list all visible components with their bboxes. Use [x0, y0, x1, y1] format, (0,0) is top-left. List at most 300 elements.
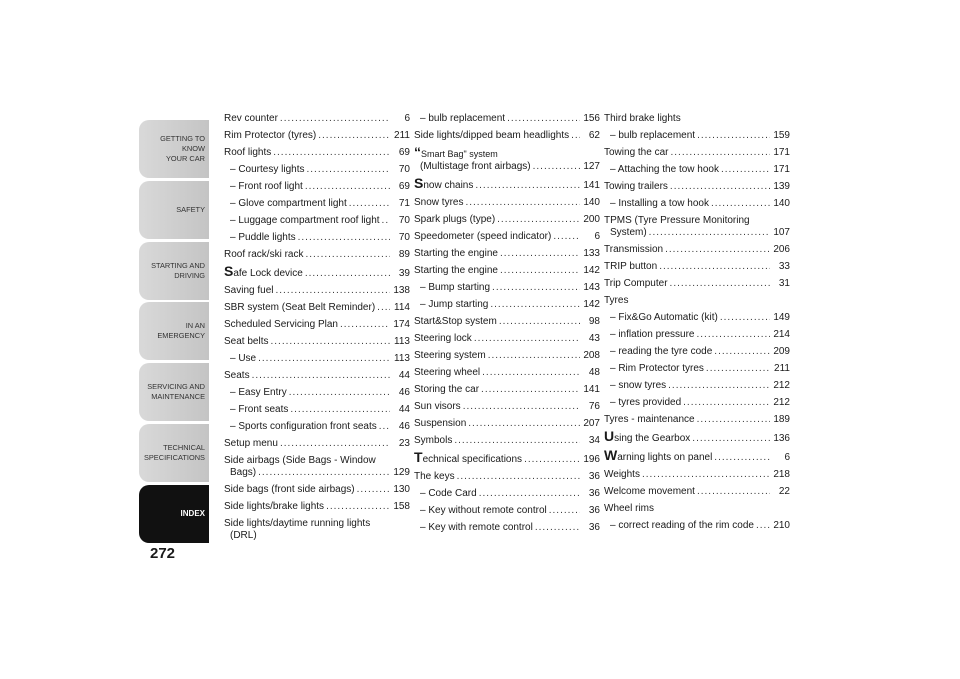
- leader-dots: [665, 244, 770, 256]
- sidebar-tab-emergency[interactable]: [139, 302, 209, 360]
- index-entry: [414, 265, 600, 277]
- index-page-ref: 171: [773, 147, 790, 158]
- index-letter: T: [414, 449, 423, 465]
- index-entry: [604, 520, 790, 532]
- index-entry-text: Spark plugs (type): [414, 214, 496, 225]
- tab-label: SERVICING AND MAINTENANCE: [147, 382, 205, 401]
- index-entry-text: Side airbags (Side Bags - Window: [224, 455, 376, 466]
- index-entry: [224, 319, 410, 331]
- index-page-ref: 196: [583, 454, 600, 465]
- index-entry: [224, 336, 410, 348]
- index-entry: [224, 113, 410, 125]
- leader-dots: [454, 435, 580, 447]
- leader-dots: [482, 367, 580, 379]
- index-entry-first-line: [224, 455, 410, 467]
- index-page-ref: 212: [773, 380, 790, 391]
- leader-dots: [270, 336, 390, 348]
- tab-label: TECHNICAL SPECIFICATIONS: [143, 443, 205, 462]
- index-entry: [414, 113, 600, 125]
- index-entry-text: Side lights/daytime running lights: [224, 518, 371, 529]
- index-entry: [604, 469, 790, 481]
- leader-dots: [553, 231, 580, 243]
- index-entry: [224, 455, 410, 479]
- index-entry-text: Steering wheel: [414, 367, 481, 378]
- leader-dots: [252, 370, 390, 382]
- index-entry-text: – Installing a tow hook: [610, 198, 709, 209]
- leader-dots: [714, 346, 770, 358]
- index-page-ref: 36: [588, 505, 600, 516]
- leader-dots: [492, 282, 580, 294]
- index-entry-text: Steering system: [414, 350, 486, 361]
- index-page-ref: 46: [398, 387, 410, 398]
- index-page-ref: 174: [393, 319, 410, 330]
- leader-dots: [273, 147, 390, 159]
- index-entry-first-line: [224, 518, 410, 530]
- index-entry-text: – bulb replacement: [420, 113, 506, 124]
- index-entry: [224, 370, 410, 382]
- index-entry: [604, 414, 790, 426]
- index-entry-text: Saving fuel: [224, 285, 274, 296]
- index-entry-text: – snow tyres: [610, 380, 667, 391]
- index-page-ref: 6: [784, 452, 790, 463]
- leader-dots: [697, 329, 771, 341]
- leader-dots: [524, 454, 580, 466]
- index-page-ref: 129: [393, 467, 410, 478]
- index-entry-text: SBR system (Seat Belt Reminder): [224, 302, 376, 313]
- leader-dots: [306, 164, 390, 176]
- index-entry: [414, 350, 600, 362]
- index-page-ref: 206: [773, 244, 790, 255]
- index-entry-text: Scheduled Servicing Plan: [224, 319, 338, 330]
- index-page-ref: 107: [773, 227, 790, 238]
- index-page-ref: 113: [394, 353, 410, 364]
- index-entry: [604, 312, 790, 324]
- sidebar-tab-servicing[interactable]: [139, 363, 209, 421]
- index-entry-text: Transmission: [604, 244, 664, 255]
- leader-dots: [533, 161, 580, 173]
- leader-dots: [305, 268, 390, 280]
- index-page-ref: 43: [588, 333, 600, 344]
- index-entry: [224, 198, 410, 210]
- index-page-ref: 89: [398, 249, 410, 260]
- leader-dots: [497, 214, 580, 226]
- index-entry-text: Towing trailers: [604, 181, 668, 192]
- index-entry: [604, 261, 790, 273]
- index-letter: W: [604, 447, 618, 463]
- index-entry-text: Tyres - maintenance: [604, 414, 695, 425]
- index-entry-text: – Bump starting: [420, 282, 491, 293]
- index-entry-text: The keys: [414, 471, 455, 482]
- index-letter: S: [414, 175, 424, 191]
- index-page-ref: 140: [583, 197, 600, 208]
- leader-dots: [349, 198, 390, 210]
- index-entry-text: – tyres provided: [610, 397, 682, 408]
- index-page-ref: 218: [773, 469, 790, 480]
- index-entry-text: Towing the car: [604, 147, 669, 158]
- leader-dots: [535, 522, 580, 534]
- index-entry-text: Tyres: [604, 295, 629, 306]
- index-entry-first-line: [414, 144, 600, 161]
- index-entry: [414, 130, 600, 142]
- index-entry: [224, 353, 410, 365]
- index-page-ref: 159: [773, 130, 790, 141]
- index-entry-text: – Courtesy lights: [230, 164, 305, 175]
- tab-label: SAFETY: [176, 205, 205, 214]
- index-entry-text: – reading the tyre code: [610, 346, 713, 357]
- leader-dots: [692, 433, 770, 445]
- leader-dots: [697, 130, 770, 142]
- index-page-ref: 142: [583, 299, 600, 310]
- index-page-ref: 69: [398, 147, 410, 158]
- index-entry-text: – correct reading of the rim code: [610, 520, 754, 531]
- index-entry: [414, 231, 600, 243]
- index-page-ref: 171: [773, 164, 790, 175]
- index-page-ref: 62: [588, 130, 600, 141]
- leader-dots: [280, 438, 390, 450]
- leader-dots: [377, 302, 390, 314]
- index-entry-text: Using the Gearbox: [604, 428, 691, 444]
- index-entry: [604, 113, 790, 125]
- index-page-ref: 211: [394, 130, 410, 141]
- index-column-2: [414, 113, 600, 539]
- index-entry: [224, 215, 410, 227]
- index-page-ref: 31: [778, 278, 790, 289]
- index-entry-text: Side lights/brake lights: [224, 501, 325, 512]
- index-entry-text: – Key with remote control: [420, 522, 533, 533]
- index-entry: [604, 181, 790, 193]
- index-entry: [604, 346, 790, 358]
- sidebar-tab-starting-driving[interactable]: [139, 242, 209, 300]
- leader-dots: [507, 113, 580, 125]
- index-page-ref: 70: [398, 164, 410, 175]
- index-entry-text: – Front seats: [230, 404, 289, 415]
- index-entry: [414, 197, 600, 209]
- index-entry-text: Side lights/dipped beam headlights: [414, 130, 570, 141]
- leader-dots: [479, 488, 580, 500]
- index-entry-text: Starting the engine: [414, 265, 498, 276]
- leader-dots: [289, 387, 390, 399]
- leader-dots: [549, 505, 580, 517]
- index-page-ref: 136: [773, 433, 790, 444]
- index-page-ref: 138: [393, 285, 410, 296]
- index-entry-text: Suspension: [414, 418, 467, 429]
- leader-dots: [258, 353, 390, 365]
- index-entry: [224, 404, 410, 416]
- index-page-ref: 158: [393, 501, 410, 512]
- leader-dots: [670, 278, 770, 290]
- index-entry: [604, 397, 790, 409]
- leader-dots: [357, 484, 390, 496]
- leader-dots: [463, 401, 580, 413]
- index-entry: [604, 295, 790, 307]
- index-entry-text: Seat belts: [224, 336, 269, 347]
- index-page-ref: 212: [773, 397, 790, 408]
- index-entry-text: Symbols: [414, 435, 453, 446]
- index-page-ref: 98: [588, 316, 600, 327]
- index-entry: [224, 232, 410, 244]
- index-column-1: [224, 113, 410, 547]
- leader-dots: [275, 285, 390, 297]
- index-entry: [604, 329, 790, 341]
- leader-dots: [670, 181, 770, 193]
- index-entry: [414, 488, 600, 500]
- index-entry: [224, 387, 410, 399]
- index-entry: [604, 198, 790, 210]
- index-entry: [414, 367, 600, 379]
- index-page-ref: 141: [583, 384, 600, 395]
- index-page-ref: 143: [583, 282, 600, 293]
- index-entry: [604, 147, 790, 159]
- leader-dots: [683, 397, 770, 409]
- index-entry-text: Speedometer (speed indicator): [414, 231, 552, 242]
- index-page-ref: 39: [398, 268, 410, 279]
- leader-dots: [475, 180, 580, 192]
- index-entry: [224, 484, 410, 496]
- index-entry-text: Side bags (front side airbags): [224, 484, 355, 495]
- index-entry: [414, 299, 600, 311]
- index-entry: [414, 214, 600, 226]
- index-entry: [224, 285, 410, 297]
- index-entry-text: – Puddle lights: [230, 232, 296, 243]
- index-entry-text: – Glove compartment light: [230, 198, 347, 209]
- sidebar-tab-index[interactable]: [139, 485, 209, 543]
- index-page-ref: 36: [588, 488, 600, 499]
- leader-dots: [305, 181, 390, 193]
- index-entry-text: – Jump starting: [420, 299, 489, 310]
- index-entry: [224, 302, 410, 314]
- index-page-ref: 33: [778, 261, 790, 272]
- index-entry-text: Trip Computer: [604, 278, 668, 289]
- index-letter: S: [224, 263, 234, 279]
- index-entry-text: Smart Bag" system: [421, 149, 498, 159]
- index-entry: [224, 181, 410, 193]
- tab-label: IN AN EMERGENCY: [157, 321, 205, 340]
- index-page-ref: 139: [773, 181, 790, 192]
- index-entry-text: Welcome movement: [604, 486, 695, 497]
- index-entry: [224, 421, 410, 433]
- index-page-ref: 140: [773, 198, 790, 209]
- index-page-ref: 44: [398, 404, 410, 415]
- index-page-ref: 214: [773, 329, 790, 340]
- index-entry-text: Steering lock: [414, 333, 472, 344]
- index-entry-text: (Multistage front airbags): [420, 161, 531, 172]
- leader-dots: [326, 501, 390, 513]
- index-entry: [604, 503, 790, 515]
- index-entry: [414, 384, 600, 396]
- index-page-ref: 149: [773, 312, 790, 323]
- index-page-ref: 36: [588, 471, 600, 482]
- index-entry-text: Starting the engine: [414, 248, 498, 259]
- leader-dots: [465, 197, 580, 209]
- index-entry: [604, 130, 790, 142]
- index-page-ref: 48: [588, 367, 600, 378]
- index-page-ref: 210: [773, 520, 790, 531]
- leader-dots: [706, 363, 770, 375]
- index-page-ref: 113: [394, 336, 410, 347]
- index-entry: [414, 333, 600, 345]
- index-page-ref: 34: [588, 435, 600, 446]
- leader-dots: [697, 486, 770, 498]
- leader-dots: [298, 232, 390, 244]
- index-entry-text: – Sports configuration front seats: [230, 421, 377, 432]
- index-entry: [224, 164, 410, 176]
- index-entry: [604, 164, 790, 176]
- index-entry-text: System): [610, 227, 647, 238]
- index-entry: [604, 428, 790, 445]
- index-entry-text: – Code Card: [420, 488, 477, 499]
- index-entry-text: Sun visors: [414, 401, 461, 412]
- index-entry-text: Wheel rims: [604, 503, 655, 514]
- index-page-ref: 211: [774, 363, 790, 374]
- index-entry-first-line: [604, 215, 790, 227]
- leader-dots: [571, 130, 580, 142]
- tab-label: GETTING TO KNOW YOUR CAR: [160, 134, 205, 163]
- index-entry: [414, 449, 600, 466]
- index-column-3: [604, 113, 790, 537]
- index-entry-text: – Use: [230, 353, 257, 364]
- index-entry-text: – Key without remote control: [420, 505, 547, 516]
- index-entry: [604, 215, 790, 239]
- index-page-ref: 46: [398, 421, 410, 432]
- sidebar-tab-getting-to-know[interactable]: [139, 120, 209, 178]
- leader-dots: [670, 147, 770, 159]
- leader-dots: [468, 418, 580, 430]
- index-entry-text: Setup menu: [224, 438, 278, 449]
- index-entry: [224, 147, 410, 159]
- sidebar-tab-safety[interactable]: [139, 181, 209, 239]
- index-entry: [224, 518, 410, 542]
- leader-dots: [500, 248, 580, 260]
- leader-dots: [474, 333, 580, 345]
- index-entry-text: – Front roof light: [230, 181, 303, 192]
- index-page-ref: 76: [588, 401, 600, 412]
- leader-dots: [305, 249, 390, 261]
- index-entry-text: Snow tyres: [414, 197, 464, 208]
- index-entry: [414, 316, 600, 328]
- index-letter: U: [604, 428, 615, 444]
- leader-dots: [668, 380, 770, 392]
- leader-dots: [457, 471, 580, 483]
- index-page-ref: 207: [583, 418, 600, 429]
- leader-dots: [721, 164, 770, 176]
- page-number: 272: [150, 545, 176, 562]
- index-page-ref: 44: [398, 370, 410, 381]
- index-entry-text: – Fix&Go Automatic (kit): [610, 312, 718, 323]
- index-entry: [224, 249, 410, 261]
- tab-label: INDEX: [180, 509, 205, 518]
- leader-dots: [382, 215, 390, 227]
- index-page-ref: 209: [773, 346, 790, 357]
- leader-dots: [500, 265, 580, 277]
- index-page-ref: 156: [583, 113, 600, 124]
- index-page-ref: 208: [583, 350, 600, 361]
- index-page-ref: 70: [398, 215, 410, 226]
- leader-dots: [697, 414, 770, 426]
- index-entry: [414, 522, 600, 534]
- index-entry-text: Safe Lock device: [224, 263, 303, 279]
- leader-dots: [714, 452, 770, 464]
- index-page-ref: 142: [583, 265, 600, 276]
- index-page-ref: 130: [393, 484, 410, 495]
- index-entry: [604, 278, 790, 290]
- index-page-ref: 6: [404, 113, 410, 124]
- index-page-ref: 69: [398, 181, 410, 192]
- leader-dots: [318, 130, 390, 142]
- tab-label: STARTING AND DRIVING: [151, 261, 205, 280]
- index-page-ref: 23: [398, 438, 410, 449]
- index-entry: [414, 505, 600, 517]
- leader-dots: [481, 384, 580, 396]
- leader-dots: [756, 520, 770, 532]
- index-entry-text: Start&Stop system: [414, 316, 497, 327]
- index-page-ref: 189: [773, 414, 790, 425]
- index-entry-text: Roof lights: [224, 147, 272, 158]
- index-entry-text: – bulb replacement: [610, 130, 696, 141]
- index-page-ref: 114: [394, 302, 410, 313]
- index-entry-text: – Rim Protector tyres: [610, 363, 704, 374]
- index-entry: [414, 144, 600, 173]
- index-page-ref: 133: [583, 248, 600, 259]
- leader-dots: [711, 198, 770, 210]
- index-entry-text: (DRL): [230, 530, 257, 541]
- leader-dots: [258, 467, 390, 479]
- index-entry-text: Bags): [230, 467, 257, 478]
- index-page-ref: 200: [583, 214, 600, 225]
- index-entry-text: – Easy Entry: [230, 387, 287, 398]
- index-entry: [224, 130, 410, 142]
- index-entry-text: Warning lights on panel: [604, 447, 713, 463]
- index-entry-text: Seats: [224, 370, 250, 381]
- index-entry-text: – inflation pressure: [610, 329, 695, 340]
- index-entry-text: Weights: [604, 469, 640, 480]
- leader-dots: [379, 421, 390, 433]
- index-entry-text: Rim Protector (tyres): [224, 130, 317, 141]
- index-entry: [604, 363, 790, 375]
- index-entry-text: Technical specifications: [414, 449, 523, 465]
- index-entry: [414, 435, 600, 447]
- index-entry-text: TRIP button: [604, 261, 658, 272]
- index-entry: [414, 282, 600, 294]
- index-entry: [224, 438, 410, 450]
- index-page-ref: 22: [778, 486, 790, 497]
- index-entry-text: Rev counter: [224, 113, 278, 124]
- leader-dots: [490, 299, 580, 311]
- leader-dots: [340, 319, 390, 331]
- leader-dots: [720, 312, 770, 324]
- index-page-ref: 70: [398, 232, 410, 243]
- index-entry-text: – Attaching the tow hook: [610, 164, 719, 175]
- index-entry: [604, 486, 790, 498]
- index-entry: [224, 501, 410, 513]
- index-page-ref: 36: [588, 522, 600, 533]
- leader-dots: [499, 316, 580, 328]
- index-entry: [414, 418, 600, 430]
- index-entry-text: TPMS (Tyre Pressure Monitoring: [604, 215, 750, 226]
- leader-dots: [659, 261, 770, 273]
- index-page-ref: 6: [594, 231, 600, 242]
- leader-dots: [290, 404, 390, 416]
- sidebar-tab-technical[interactable]: [139, 424, 209, 482]
- leader-dots: [488, 350, 580, 362]
- index-page-ref: 127: [583, 161, 600, 172]
- index-entry-text: Third brake lights: [604, 113, 681, 124]
- leader-dots: [642, 469, 770, 481]
- index-entry: [414, 248, 600, 260]
- index-entry: [604, 447, 790, 464]
- index-entry: [604, 380, 790, 392]
- index-page-ref: 71: [398, 198, 410, 209]
- leader-dots: [649, 227, 770, 239]
